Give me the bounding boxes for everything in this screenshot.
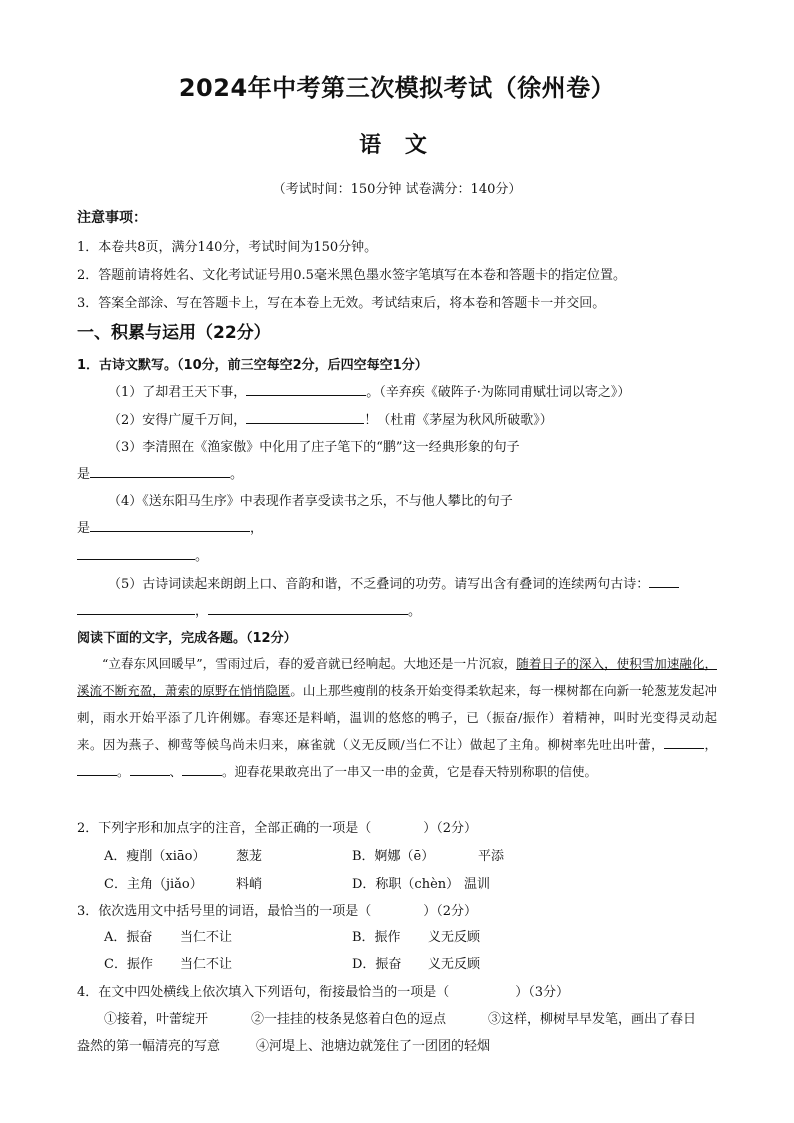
q4-item-1: ①接着，叶蕾绽开 — [104, 1012, 209, 1027]
q3-option-c-word: 当仁不让 — [180, 957, 233, 972]
answer-blank[interactable] — [246, 383, 366, 396]
answer-blank[interactable] — [649, 575, 679, 588]
answer-blank[interactable] — [77, 547, 195, 560]
q2-option-c-word: 料峭 — [236, 877, 263, 892]
q4-stem — [77, 981, 569, 1000]
q1-item-4-shi: 是 — [77, 521, 91, 536]
q3-score: ）（2分） — [423, 904, 478, 919]
answer-blank[interactable] — [208, 602, 408, 615]
passage-blank-4[interactable] — [182, 763, 222, 776]
q1-item-5-comma: ， — [195, 604, 209, 619]
q3-option-b[interactable]: B．振作 — [352, 930, 401, 945]
q1-item-4-answer — [77, 517, 263, 536]
q1-item-2-pre: （2）安得广厦千万间， — [108, 413, 247, 428]
q1-item-3-answer — [77, 463, 243, 482]
q4-item-3: ③这样，柳树早早发笔，画出了春日 — [488, 1012, 697, 1027]
q2-option-d-word: 温训 — [464, 877, 491, 892]
reading-passage: “立春东风回暖早”，雪雨过后，春的爱音就已经响起。大地还是一片沉寂，随着日子的深入，使积雪加速融化，溪流不断充盈，萧索的原野在悄悄隐匿。山上那些瘦削的枝条开始变得柔软起来，每一棵树都在向新一轮葱茏发起冲刺，雨水开始平添了几许俐娜。春寒还是料峭，温训的悠悠的鸭子，已（振奋/振作）着精神，叫时光变得灵动起来。因为燕子、柳莺等候鸟尚未归来，麻雀就（义无反顾/当仁不让）做起了主角。柳树率先吐出叶蕾， ，。 、 。迎春花果敢亮出了一串又一串的金黄，它是春天特别称职的信使。 — [77, 656, 717, 779]
answer-blank[interactable] — [77, 602, 195, 615]
q4-stem-text: 4．在文中四处横线上依次填入下列语句，衔接最恰当的一项是（ — [77, 985, 450, 1000]
exam-info: （考试时间：150分钟 试卷满分：140分） — [272, 182, 522, 197]
q2-option-d[interactable]: D．称职（chèn） — [352, 877, 460, 892]
q3-option-d[interactable]: D．振奋 — [352, 957, 402, 972]
notice-heading: 注意事项： — [77, 210, 147, 226]
q3-option-b-word: 义无反顾 — [428, 930, 481, 945]
q2-option-b-word: 平添 — [478, 849, 505, 864]
passage-blank-2[interactable] — [77, 763, 117, 776]
passage-part-b: 。山上那些瘦削的枝条开始变得柔软起来，每一棵树都在向新一轮葱茏发起冲刺，雨水开始平添了几许俐娜。春寒还是料峭，温训的悠悠的鸭子，已（振奋/振作）着精神，叫时光变得灵动起来。因为燕子、柳莺等候鸟尚未归来，麻雀就（义无反顾/当仁不让）做起了主角。柳树率先吐出叶蕾， — [77, 683, 717, 752]
q1-item-4-comma: ， — [250, 521, 264, 536]
q2-option-a-word: 葱茏 — [236, 849, 263, 864]
q1-item-2-post: ！（杜甫《茅屋为秋风所破歌》） — [364, 413, 553, 428]
q4-item-4: ④河堤上、池塘边就笼住了一团团的轻烟 — [256, 1039, 491, 1054]
passage-part-c: 。迎春花果敢亮出了一串又一串的金黄，它是春天特别称职的信使。 — [222, 764, 598, 779]
q1-item-1-pre: （1）了却君王天下事， — [108, 385, 247, 400]
q4-item-3-cont: 盎然的第一幅清亮的写意 — [77, 1039, 221, 1054]
q4-score: ）（3分） — [515, 985, 570, 1000]
notice-item-2: 2．答题前请将姓名、文化考试证号用0.5毫米黑色墨水签字笔填写在本卷和答题卡的指定位置。 — [77, 268, 626, 283]
q1-item-5-text: （5）古诗词读起来朗朗上口、音韵和谐，不乏叠词的功劳。请写出含有叠词的连续两句古诗： — [108, 577, 650, 592]
q2-option-b[interactable]: B．婀娜（ē） — [352, 849, 435, 864]
q1-item-3-shi: 是 — [77, 467, 91, 482]
subject-title: 语 文 — [359, 133, 435, 158]
q3-option-c[interactable]: C．振作 — [104, 957, 153, 972]
q1-item-4-end: 。 — [195, 549, 209, 564]
q2-stem — [77, 817, 477, 836]
notice-item-1: 1．本卷共8页，满分140分，考试时间为150分钟。 — [77, 240, 378, 255]
q3-option-a[interactable]: A．振奋 — [104, 930, 153, 945]
q1-item-1 — [108, 381, 630, 400]
q1-item-5-end: 。 — [408, 604, 422, 619]
q1-stem: 1．古诗文默写。（10分，前三空每空2分，后四空每空1分） — [77, 358, 428, 373]
passage-part-a: “立春东风回暖早”，雪雨过后，春的爱音就已经响起。大地还是一片沉寂， — [102, 656, 517, 671]
q2-score: ）（2分） — [423, 821, 478, 836]
q3-stem — [77, 900, 477, 919]
q3-option-d-word: 义无反顾 — [428, 957, 481, 972]
q2-option-c[interactable]: C．主角（jiǎo） — [104, 877, 203, 892]
answer-blank[interactable] — [90, 465, 230, 478]
passage-underlined-sentence: 随着日子的深入，使积雪加速融化，溪流不断充盈，萧索的原野在悄悄隐匿 — [77, 656, 717, 698]
q3-option-a-word: 当仁不让 — [180, 930, 233, 945]
q3-stem-text: 3．依次选用文中括号里的词语，最恰当的一项是（ — [77, 904, 372, 919]
answer-blank[interactable] — [246, 411, 364, 424]
q1-item-5 — [108, 573, 679, 592]
q1-item-3: （3）李清照在《渔家傲》中化用了庄子笔下的“鹏”这一经典形象的句子 — [108, 440, 520, 455]
q1-item-2 — [108, 409, 553, 428]
q1-item-3-end: 。 — [230, 467, 244, 482]
q2-stem-text: 2．下列字形和加点字的注音，全部正确的一项是（ — [77, 821, 372, 836]
notice-item-3: 3．答案全部涂、写在答题卡上，写在本卷上无效。考试结束后，将本卷和答题卡一并交回。 — [77, 296, 606, 311]
answer-blank[interactable] — [90, 519, 250, 532]
q1-item-4-answer-2 — [77, 545, 208, 564]
passage-blank-3[interactable] — [130, 763, 170, 776]
q2-option-a[interactable]: A．瘦削（xiāo） — [104, 849, 206, 864]
exam-title: 2024年中考第三次模拟考试（徐州卷） — [178, 74, 616, 102]
reading-heading: 阅读下面的文字，完成各题。（12分） — [77, 631, 297, 646]
passage-blank-1[interactable] — [664, 736, 704, 749]
q1-item-5-answer — [77, 600, 421, 619]
q4-item-2: ②一挂挂的枝条晃悠着白色的逗点 — [251, 1012, 447, 1027]
q1-item-1-post: 。（辛弃疾《破阵子·为陈同甫赋壮词以寄之》） — [366, 385, 631, 400]
q1-item-4: （4）《送东阳马生序》中表现作者享受读书之乐，不与他人攀比的句子 — [108, 494, 513, 509]
section-heading: 一、积累与运用（22分） — [77, 323, 271, 343]
